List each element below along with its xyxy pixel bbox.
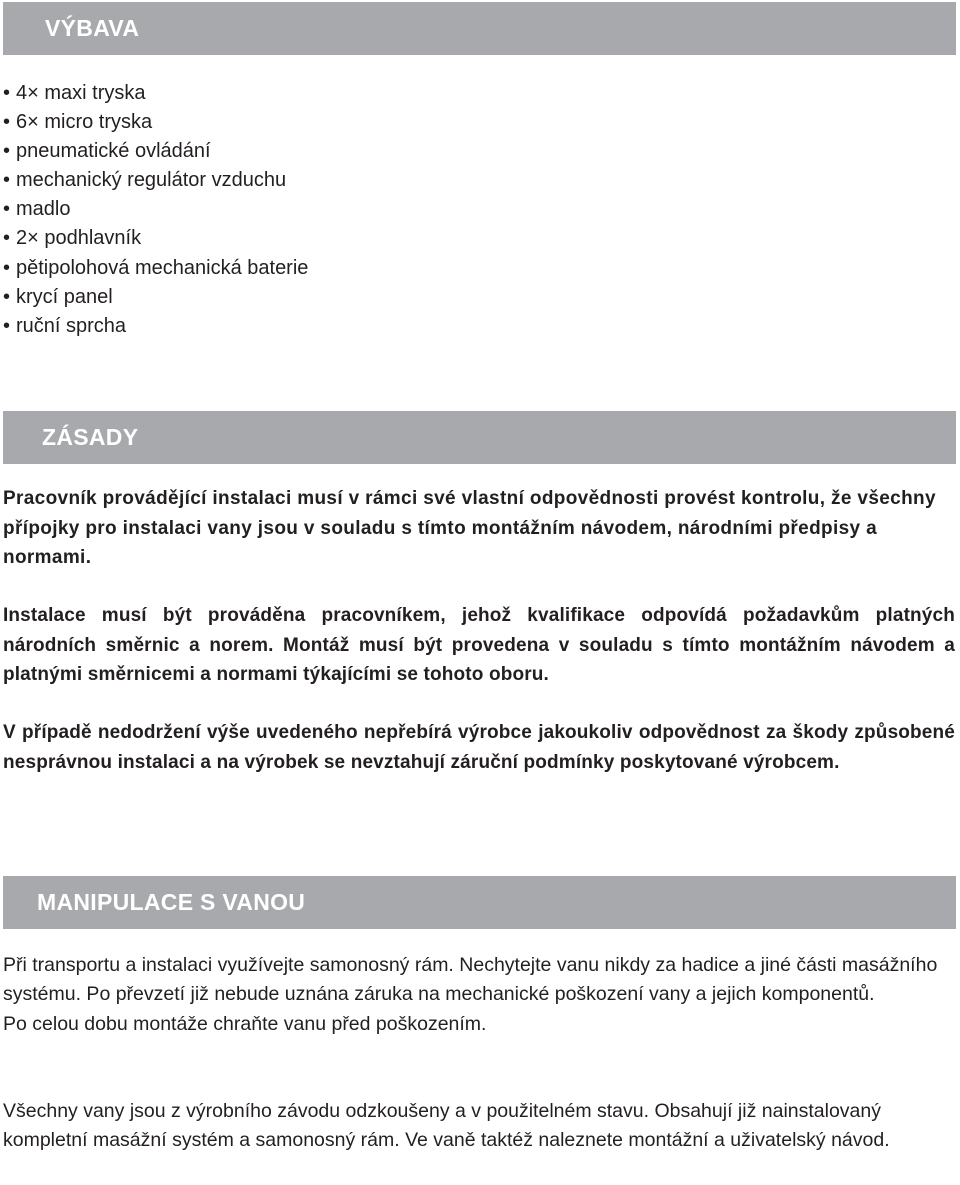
bullet-icon: • <box>3 140 11 163</box>
principles-paragraph-2: Instalace musí být prováděna pracovníkem, jehož kvalifikace odpovídá požadavkům platných národních směrnic a norem. Montáž musí být provedena v souladu s tímto montážním návodem a platnými směrnicemi a normami týkajícími se tohoto oboru. <box>3 605 955 685</box>
list-item: • madlo <box>3 195 308 224</box>
section-heading-manipulace-text: MANIPULACE S VANOU <box>37 889 306 915</box>
handling-paragraph-1-text: Při transportu a instalaci využívejte samonosný rám. Nechytejte vanu nikdy za hadice a jiné části masážního systému. Po převzetí již nebude uznána záruka na mechanické poškození vany a jejich komponentů. <box>3 954 938 1006</box>
equipment-list <box>3 79 308 341</box>
principles-paragraph-1: Pracovník provádějící instalaci musí v rámci své vlastní odpovědnosti provést kontrolu, že všechny přípojky pro instalaci vany jsou v souladu s tímto montážním návodem, národními předpisy a normami. <box>3 488 936 568</box>
handling-paragraph-2: Všechny vany jsou z výrobního závodu odzkoušeny a v použitelném stavu. Obsahují již nainstalovaný kompletní masážní systém a samonosný rám. Ve vaně taktéž naleznete montážní a uživatelský návod. <box>3 1100 890 1152</box>
list-item: • 2× podhlavník <box>3 224 308 253</box>
bullet-icon: • <box>3 111 11 134</box>
bullet-icon: • <box>3 285 11 308</box>
bullet-icon: • <box>3 169 11 192</box>
section-heading-vybava-text: VÝBAVA <box>45 15 140 41</box>
section-heading-vybava <box>3 2 956 55</box>
bullet-icon: • <box>3 256 11 279</box>
section-heading-zasady <box>3 411 956 464</box>
list-item: • ruční sprcha <box>3 312 308 341</box>
list-item: • mechanický regulátor vzduchu <box>3 166 308 195</box>
bullet-icon: • <box>3 198 11 221</box>
bullet-icon: • <box>3 227 11 250</box>
list-item: • 6× micro tryska <box>3 108 308 137</box>
list-item: • pneumatické ovládání <box>3 137 308 166</box>
principles-paragraph-3: V případě nedodržení výše uvedeného nepřebírá výrobce jakoukoliv odpovědnost za škody způsobené nesprávnou instalaci a na výrobek se nevztahují záruční podmínky poskytované výrobcem. <box>3 722 955 773</box>
list-item: • 4× maxi tryska <box>3 79 308 108</box>
bullet-icon: • <box>3 314 11 337</box>
handling-paragraph-1 <box>3 951 958 1039</box>
handling-paragraph-1-note: Po celou dobu montáže chraňte vanu před poškozením. <box>3 1012 487 1035</box>
list-item: • krycí panel <box>3 283 308 312</box>
section-heading-zasady-text: ZÁSADY <box>42 424 139 450</box>
bullet-icon: • <box>3 82 11 104</box>
section-heading-manipulace <box>3 876 956 929</box>
list-item: • pětipolohová mechanická baterie <box>3 254 308 283</box>
